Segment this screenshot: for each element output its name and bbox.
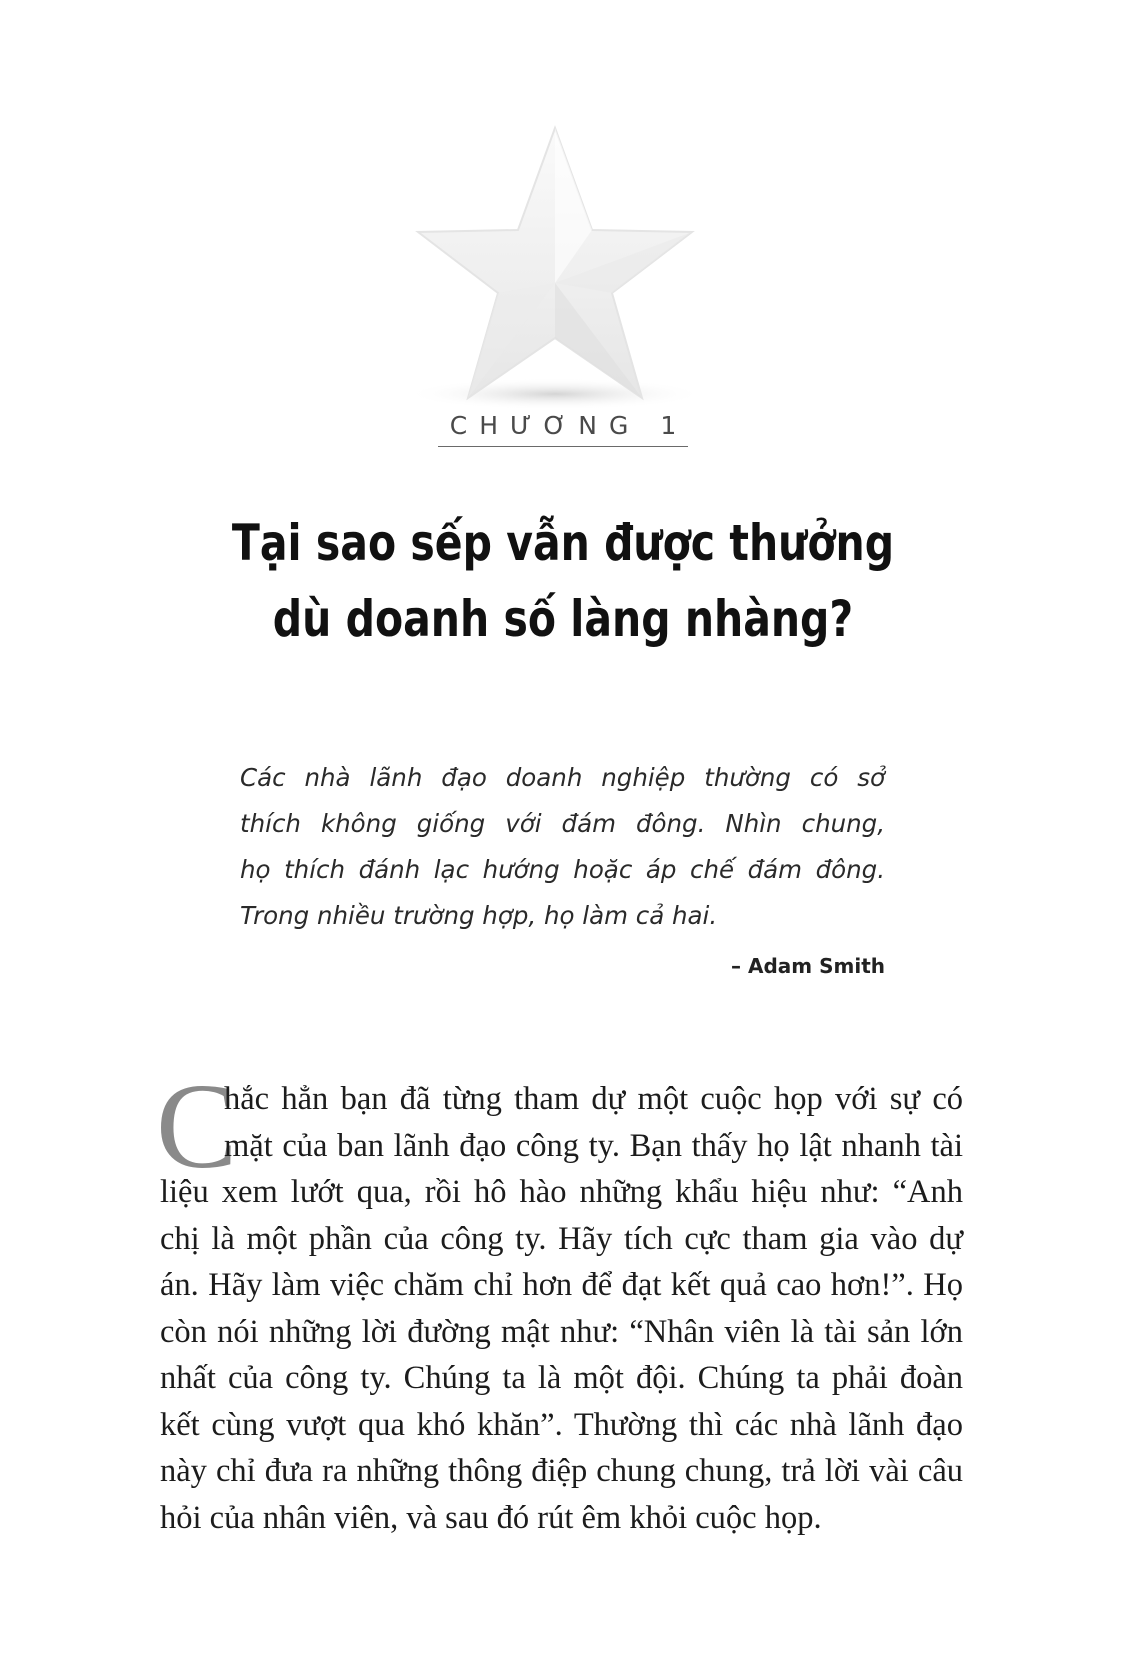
body-line: chị là một phần của công ty. Hãy tích cực tham gia vào dự <box>160 1220 963 1257</box>
body-line: liệu xem lướt qua, rồi hô hào những khẩu hiệu như: “Anh <box>160 1174 963 1210</box>
drop-cap: C <box>156 1059 238 1194</box>
body-paragraph <box>160 1076 963 1541</box>
body-line: hắc hẳn bạn đã từng tham dự một cuộc họp với sự có <box>224 1081 963 1117</box>
body-line: án. Hãy làm việc chăm chỉ hơn để đạt kết quả cao hơn!”. Họ <box>160 1267 963 1303</box>
body-line: hỏi của nhân viên, và sau đó rút êm khỏi cuộc họp. <box>160 1499 822 1536</box>
epigraph-attribution: – Adam Smith <box>731 954 885 978</box>
chapter-title-line: dù doanh số làng nhàng? <box>272 590 854 648</box>
epigraph-quote <box>240 755 885 939</box>
epigraph-line: thích không giống với đám đông. Nhìn chung, <box>240 809 885 838</box>
star-illustration <box>390 108 720 428</box>
star-icon <box>390 108 720 428</box>
epigraph-line: Trong nhiều trường hợp, họ làm cả hai. <box>240 901 718 930</box>
chapter-label <box>0 412 1126 447</box>
chapter-title <box>101 505 1024 657</box>
chapter-label-text: CHƯƠNG 1 <box>438 412 688 447</box>
body-line: kết cùng vượt qua khó khăn”. Thường thì các nhà lãnh đạo <box>160 1406 963 1443</box>
body-line: mặt của ban lãnh đạo công ty. Bạn thấy họ lật nhanh tài <box>224 1127 963 1164</box>
body-line: nhất của công ty. Chúng ta là một đội. Chúng ta phải đoàn <box>160 1360 963 1396</box>
epigraph-line: Các nhà lãnh đạo doanh nghiệp thường có sở <box>240 763 885 792</box>
epigraph-line: họ thích đánh lạc hướng hoặc áp chế đám đông. <box>240 855 885 884</box>
body-line: còn nói những lời đường mật như: “Nhân viên là tài sản lớn <box>160 1313 963 1350</box>
chapter-title-line: Tại sao sếp vẫn được thưởng <box>231 514 895 572</box>
body-line: này chỉ đưa ra những thông điệp chung chung, trả lời vài câu <box>160 1453 963 1489</box>
